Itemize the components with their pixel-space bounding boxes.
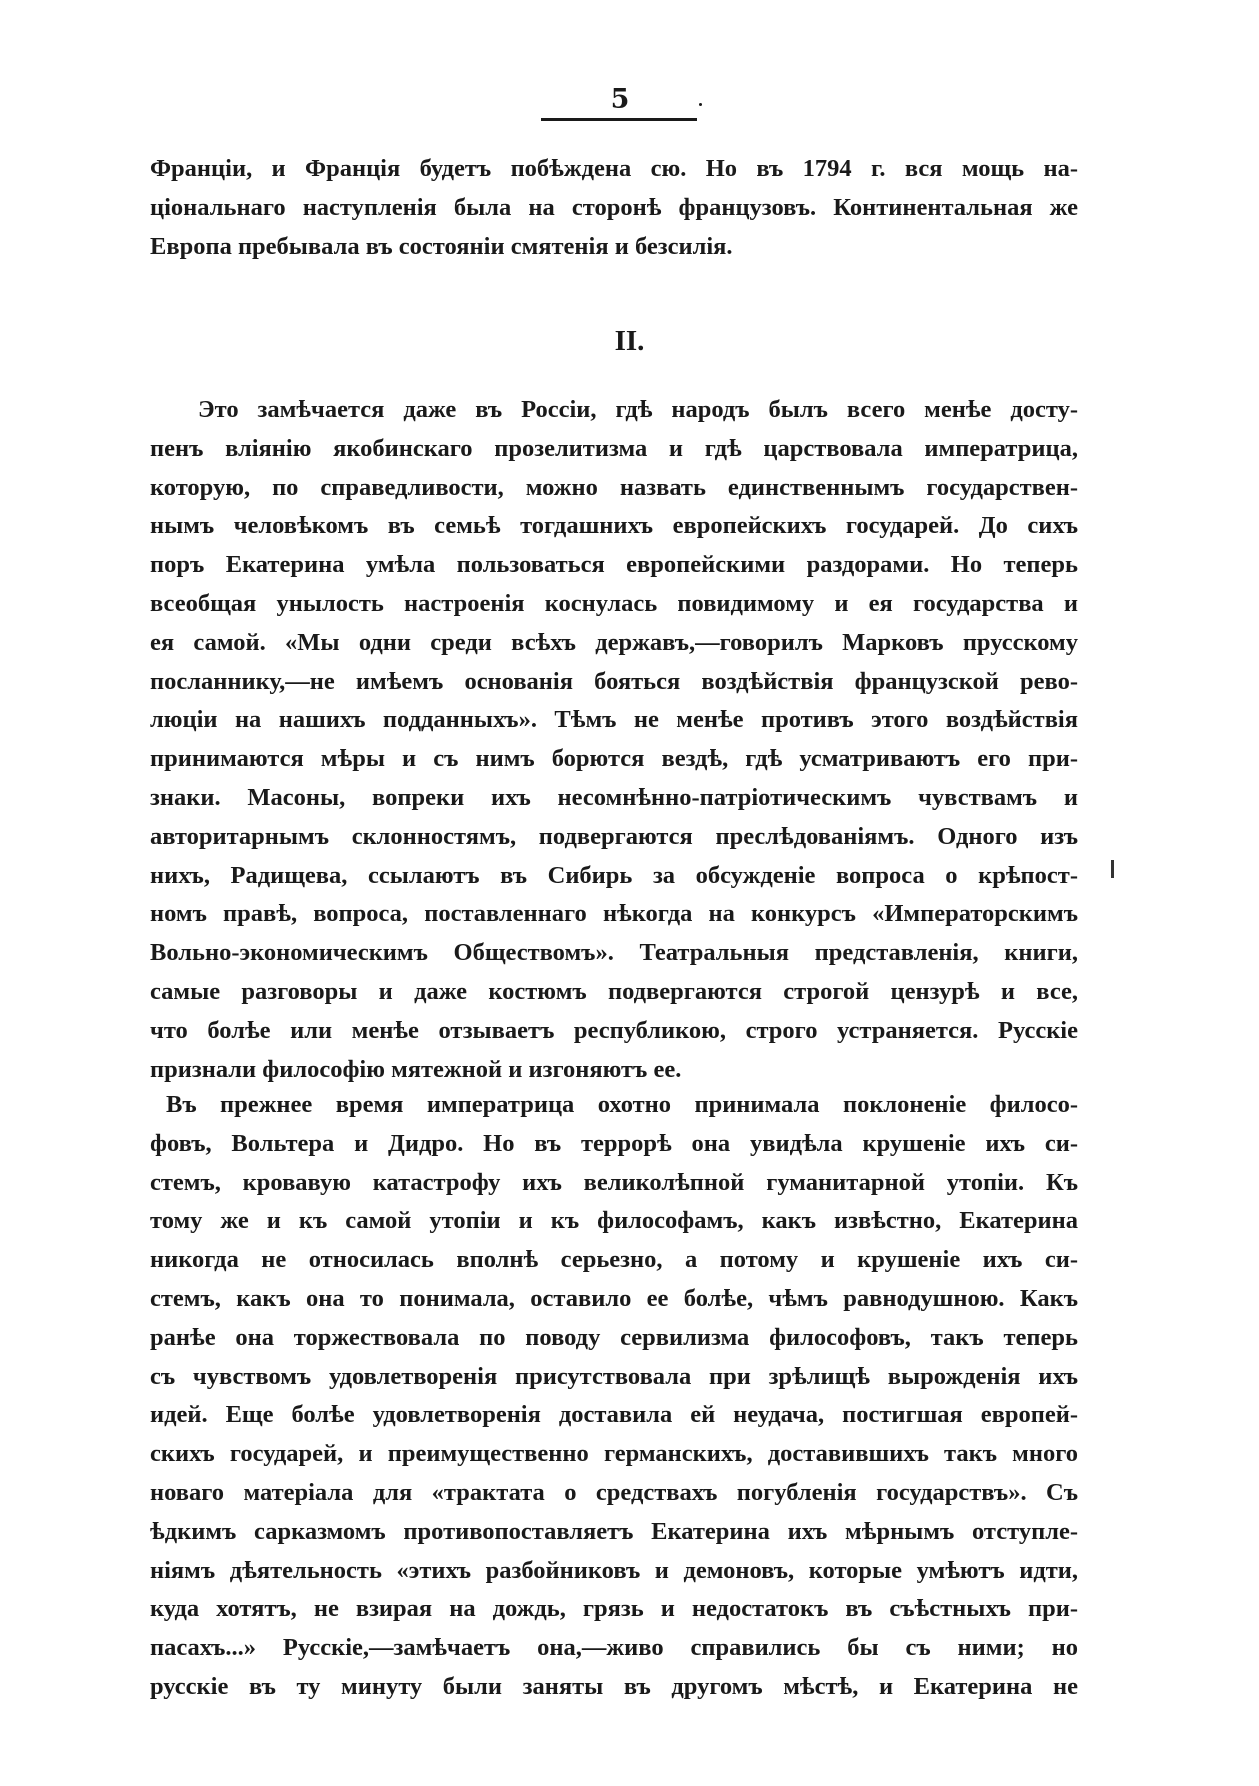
text-line: идей. Еще болѣе удовлетворенія доставила ей неудача, постигшая европей-	[150, 1401, 1078, 1429]
intro-paragraph	[150, 150, 1078, 266]
text-line: всеобщая унылость настроенія коснулась повидимому и ея государства и	[150, 589, 1078, 617]
section-heading: II.	[614, 325, 645, 357]
text-line: номъ правѣ, вопроса, поставленнаго нѣкогда на конкурсъ «Императорскимъ	[150, 900, 1078, 928]
text-line: русскіе въ ту минуту были заняты въ другомъ мѣстѣ, и Екатерина не	[150, 1672, 1078, 1700]
text-line: самые разговоры и даже костюмъ подвергаются строгой цензурѣ и все,	[150, 977, 1078, 1005]
text-line: ранѣе она торжествовала по поводу сервилизма философовъ, такъ теперь	[150, 1323, 1078, 1351]
text-line: никогда не относилась вполнѣ серьезно, а потому и крушеніе ихъ си-	[150, 1246, 1078, 1274]
text-line: куда хотятъ, не взирая на дождь, грязь и недостатокъ въ съѣстныхъ при-	[150, 1595, 1078, 1623]
page-number-rule	[541, 118, 697, 121]
text-line: пасахъ...» Русскіе,—замѣчаетъ она,—живо справились бы съ ними; но	[150, 1634, 1078, 1662]
text-line: люціи на нашихъ подданныхъ». Тѣмъ не менѣе противъ этого воздѣйствія	[150, 706, 1078, 734]
text-line: съ чувствомъ удовлетворенія присутствовала при зрѣлищѣ вырожденія ихъ	[150, 1362, 1078, 1390]
text-line: поръ Екатерина умѣла пользоваться европейскими раздорами. Но теперь	[150, 551, 1078, 579]
page-rule-dot	[699, 103, 702, 106]
text-line: ея самой. «Мы одни среди всѣхъ державъ,—говорилъ Марковъ прусскому	[150, 628, 1078, 656]
text-line: ніямъ дѣятельность «этихъ разбойниковъ и демоновъ, которые умѣютъ идти,	[150, 1556, 1078, 1584]
text-line: стемъ, какъ она то понимала, оставило ее болѣе, чѣмъ равнодушною. Какъ	[150, 1284, 1078, 1312]
text-line: Европа пребывала въ состояніи смятенія и безсилія.	[150, 232, 733, 260]
body-paragraph-1	[150, 391, 1078, 1089]
margin-mark	[1111, 860, 1114, 878]
text-line: ѣдкимъ сарказмомъ противопоставляетъ Екатерина ихъ мѣрнымъ отступле-	[150, 1517, 1078, 1545]
text-line: пенъ вліянію якобинскаго прозелитизма и гдѣ царствовала императрица,	[150, 434, 1078, 462]
text-line: Это замѣчается даже въ Россіи, гдѣ народъ былъ всего менѣе досту-	[198, 396, 1078, 423]
text-line: тому же и къ самой утопіи и къ философамъ, какъ извѣстно, Екатерина	[150, 1207, 1078, 1235]
text-line: Въ прежнее время императрица охотно принимала поклоненіе филосо-	[166, 1091, 1078, 1118]
text-line: принимаются мѣры и съ нимъ борются вездѣ, гдѣ усматриваютъ его при-	[150, 745, 1078, 773]
text-line: Франціи, и Франція будетъ побѣждена сю. Но въ 1794 г. вся мощь на-	[150, 155, 1078, 182]
text-line: Вольно-экономическимъ Обществомъ». Театральныя представленія, книги,	[150, 939, 1078, 967]
body-paragraph-2	[150, 1086, 1078, 1707]
text-line: ціональнаго наступленія была на сторонѣ французовъ. Континентальная же	[150, 193, 1078, 221]
text-line: нихъ, Радищева, ссылаютъ въ Сибирь за обсужденіе вопроса о крѣпост-	[150, 861, 1078, 889]
text-line: стемъ, кровавую катастрофу ихъ великолѣпной гуманитарной утопіи. Къ	[150, 1168, 1078, 1196]
text-line: новаго матеріала для «трактата о средствахъ погубленія государствъ». Съ	[150, 1478, 1078, 1506]
text-line: которую, по справедливости, можно назвать единственнымъ государствен-	[150, 473, 1078, 501]
text-line: фовъ, Вольтера и Дидро. Но въ террорѣ она увидѣла крушеніе ихъ си-	[150, 1129, 1078, 1157]
text-line: что болѣе или менѣе отзываетъ республикою, строго устраняется. Русскіе	[150, 1016, 1078, 1044]
text-line: посланнику,—не имѣемъ основанія бояться воздѣйствія французской рево-	[150, 667, 1078, 695]
text-line: знаки. Масоны, вопреки ихъ несомнѣнно-патріотическимъ чувствамъ и	[150, 783, 1078, 811]
text-line: нымъ человѣкомъ въ семьѣ тогдашнихъ европейскихъ государей. До сихъ	[150, 512, 1078, 540]
text-line: скихъ государей, и преимущественно германскихъ, доставившихъ такъ много	[150, 1440, 1078, 1468]
text-line: авторитарнымъ склонностямъ, подвергаются преслѣдованіямъ. Одного изъ	[150, 822, 1078, 850]
page-number: 5	[610, 84, 630, 115]
text-line: признали философію мятежной и изгоняютъ ее.	[150, 1055, 682, 1083]
